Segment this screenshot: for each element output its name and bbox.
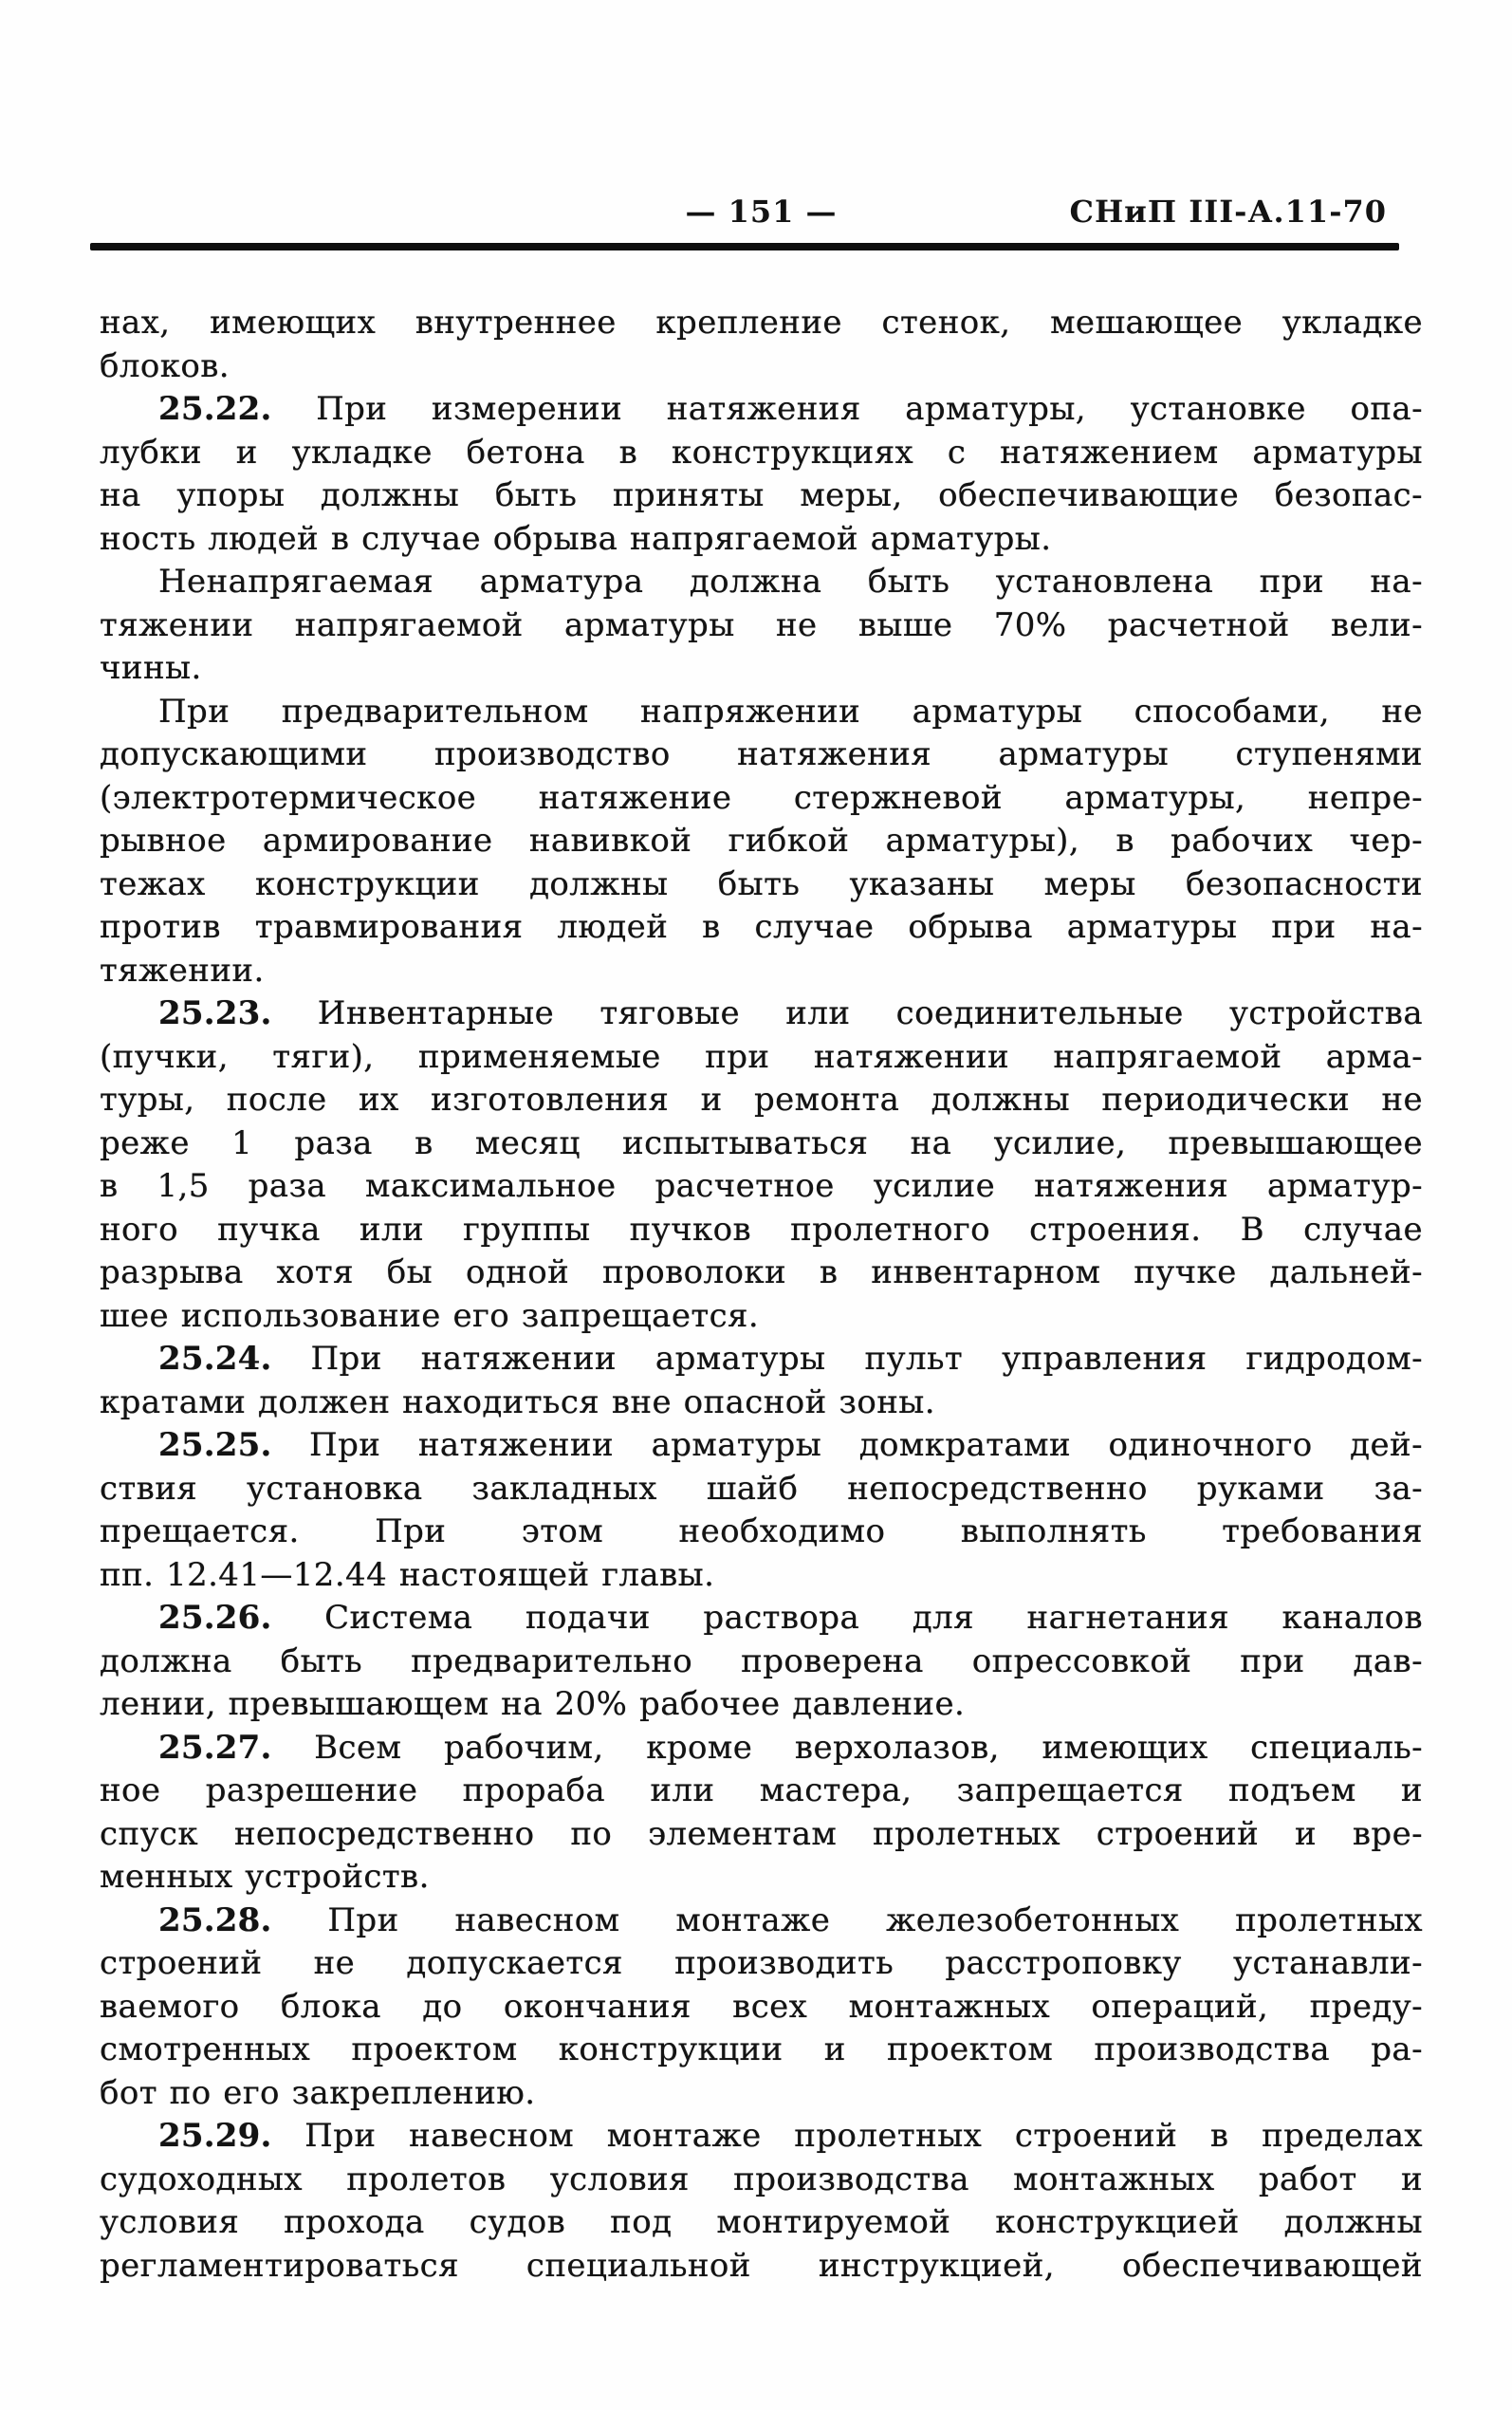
paragraph-number: 25.25. — [158, 1426, 272, 1464]
text-line: 25.24. При натяжении арматуры пульт управления гидродом- — [158, 1340, 1423, 1378]
paragraph-number: 25.28. — [158, 1900, 272, 1939]
text-line: менных устройств. — [100, 1858, 430, 1896]
text-line: в 1,5 раза максимальное расчетное усилие натяжения арматур- — [100, 1167, 1423, 1205]
text-line: (электротермическое натяжение стержневой арматуры, непре- — [100, 778, 1423, 817]
text-line: против травмирования людей в случае обрыва арматуры при на- — [100, 908, 1423, 946]
paragraph-number: 25.23. — [158, 994, 272, 1032]
text-line: допускающими производство натяжения арматуры ступенями — [100, 735, 1423, 773]
text-line: рывное армирование навивкой гибкой арматуры), в рабочих чер- — [100, 822, 1423, 860]
text-line: ного пучка или группы пучков пролетного строения. В случае — [100, 1210, 1423, 1249]
text-line: регламентироваться специальной инструкцией, обеспечивающей — [100, 2246, 1423, 2285]
text-line: судоходных пролетов условия производства монтажных работ и — [100, 2160, 1423, 2198]
document-body — [100, 302, 1423, 2288]
text-line: строений не допускается производить расстроповку устанавли- — [100, 1944, 1423, 1982]
paragraph-number: 25.24. — [158, 1340, 272, 1378]
text-line: 25.25. При натяжении арматуры домкратами одиночного дей- — [158, 1426, 1423, 1464]
text-line: смотренных проектом конструкции и проектом производства ра- — [100, 2030, 1423, 2068]
text-line: туры, после их изготовления и ремонта должны периодически не — [100, 1081, 1423, 1119]
text-line: шее использование его запрещается. — [100, 1296, 760, 1335]
paragraph-number: 25.27. — [158, 1728, 272, 1767]
text-line: должна быть предварительно проверена опрессовкой при дав- — [100, 1641, 1423, 1680]
text-line: чины. — [100, 649, 202, 687]
page-header — [100, 194, 1423, 237]
text-line: пп. 12.41—12.44 настоящей главы. — [100, 1555, 715, 1594]
document-code: СНиП III-А.11-70 — [1069, 194, 1387, 230]
text-line: тяжении. — [100, 951, 265, 990]
text-line: 25.23. Инвентарные тяговые или соединительные устройства — [158, 994, 1423, 1032]
text-line: ное разрешение прораба или мастера, запрещается подъем и — [100, 1771, 1423, 1809]
text-line: тяжении напрягаемой арматуры не выше 70% расчетной вели- — [100, 605, 1423, 644]
text-line: 25.26. Система подачи раствора для нагнетания каналов — [158, 1599, 1423, 1637]
paragraph-number: 25.26. — [158, 1599, 272, 1637]
page-number: — 151 — — [685, 194, 838, 230]
text-line: нах, имеющих внутреннее крепление стенок, мешающее укладке — [100, 304, 1423, 342]
text-line: ваемого блока до окончания всех монтажных операций, преду- — [100, 1987, 1423, 2026]
text-line: (пучки, тяги), применяемые при натяжении напрягаемой арма- — [100, 1037, 1423, 1076]
text-line: 25.27. Всем рабочим, кроме верхолазов, имеющих специаль- — [158, 1728, 1423, 1767]
text-line: Ненапрягаемая арматура должна быть установлена при на- — [158, 563, 1423, 601]
text-line: ность людей в случае обрыва напрягаемой арматуры. — [100, 519, 1052, 558]
text-line: При предварительном напряжении арматуры способами, не — [158, 692, 1423, 731]
text-line: на упоры должны быть приняты меры, обеспечивающие безопас- — [100, 476, 1423, 514]
text-line: лении, превышающем на 20% рабочее давление. — [100, 1685, 966, 1723]
paragraph-number: 25.29. — [158, 2117, 272, 2155]
text-line: тежах конструкции должны быть указаны меры безопасности — [100, 864, 1423, 903]
text-line: бот по его закреплению. — [100, 2073, 536, 2112]
text-line: 25.28. При навесном монтаже железобетонных пролетных — [158, 1900, 1423, 1939]
text-line: 25.29. При навесном монтаже пролетных строений в пределах — [158, 2117, 1423, 2155]
header-rule — [90, 243, 1399, 250]
text-line: ствия установка закладных шайб непосредственно руками за- — [100, 1469, 1423, 1508]
text-line: лубки и укладке бетона в конструкциях с натяжением арматуры — [100, 433, 1423, 472]
text-line: прещается. При этом необходимо выполнять требования — [100, 1512, 1423, 1550]
text-line: разрыва хотя бы одной проволоки в инвентарном пучке дальней- — [100, 1253, 1423, 1291]
text-line: 25.22. При измерении натяжения арматуры, установке опа- — [158, 390, 1423, 428]
text-line: блоков. — [100, 346, 230, 385]
text-line: спуск непосредственно по элементам пролетных строений и вре- — [100, 1814, 1423, 1853]
text-line: реже 1 раза в месяц испытываться на усилие, превышающее — [100, 1123, 1423, 1162]
text-line: условия прохода судов под монтируемой конструкцией должны — [100, 2203, 1423, 2241]
text-line: кратами должен находиться вне опасной зоны. — [100, 1382, 935, 1421]
paragraph-number: 25.22. — [158, 390, 272, 428]
